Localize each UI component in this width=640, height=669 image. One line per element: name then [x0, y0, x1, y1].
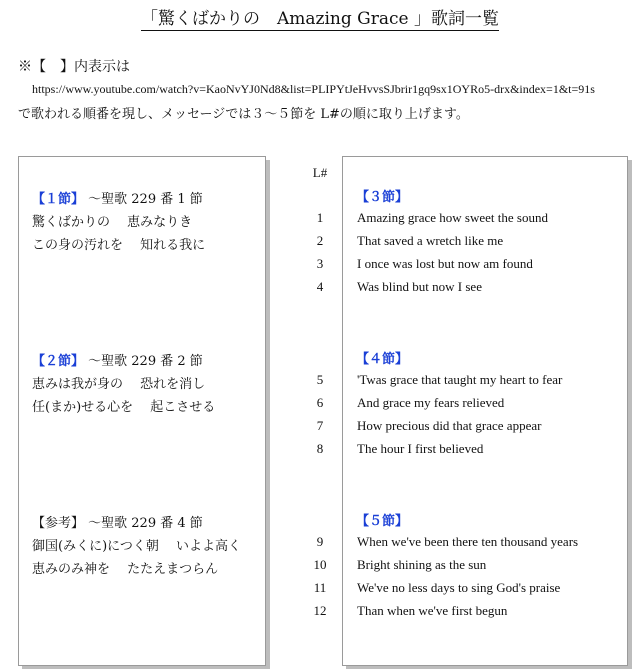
- section-label: 【参考】: [32, 516, 85, 531]
- lyric-line: That saved a wretch like me: [357, 233, 504, 248]
- page-title: [0, 4, 640, 29]
- section-heading: [32, 188, 203, 207]
- section-heading: [32, 350, 203, 369]
- section-source: ～聖歌 229 番 2 節: [88, 354, 203, 369]
- line-number: 3: [316, 256, 324, 271]
- line-number: 11: [313, 580, 327, 595]
- lyric-line: When we've been there ten thousand years: [357, 534, 579, 549]
- section-label: 【１節】: [32, 192, 85, 207]
- lyric-line: 驚くばかりの 恵みなりき: [32, 215, 193, 230]
- lyric-line: The hour I first believed: [357, 441, 484, 456]
- lyric-line: 御国(みくに)につく朝 いよよ高く: [32, 539, 242, 554]
- line-number: 4: [316, 279, 324, 294]
- lyric-line: We've no less days to sing God's praise: [357, 580, 561, 595]
- line-number: 1: [316, 210, 324, 225]
- lyric-line: 恵みのみ神を たたえまつらん: [32, 562, 219, 577]
- line-number: 10: [313, 557, 327, 572]
- line-number: 9: [316, 534, 324, 549]
- note-mark: ※【 】内表示は: [18, 59, 130, 75]
- lyric-line: Was blind but now I see: [357, 279, 482, 294]
- section-label: 【３節】: [356, 190, 409, 205]
- section-source: ～聖歌 229 番 1 節: [88, 192, 203, 207]
- lyric-line: 'Twas grace that taught my heart to fear: [357, 372, 563, 387]
- line-number: 6: [316, 395, 324, 410]
- description: で歌われる順番を現し、メッセージでは３～５節を L#の順に取り上げます。: [18, 107, 469, 122]
- lyric-line: Bright shining as the sun: [357, 557, 487, 572]
- section-label: 【５節】: [356, 514, 409, 529]
- line-number: 8: [316, 441, 324, 456]
- line-number: 5: [316, 372, 324, 387]
- section-heading: [32, 512, 203, 531]
- line-number-header: L#: [312, 165, 328, 180]
- lyric-line: 任(まか)せる心を 起こさせる: [32, 400, 216, 415]
- lyric-line: And grace my fears relieved: [357, 395, 505, 410]
- lyric-line: I once was lost but now am found: [357, 256, 533, 271]
- lyric-line: この身の汚れを 知れる我に: [32, 238, 206, 253]
- lyric-line: Amazing grace how sweet the sound: [357, 210, 548, 225]
- section-label: 【２節】: [32, 354, 85, 369]
- line-number: 2: [316, 233, 324, 248]
- lyric-line: How precious did that grace appear: [357, 418, 542, 433]
- lyric-line: Than when we've first begun: [357, 603, 508, 618]
- youtube-url[interactable]: https://www.youtube.com/watch?v=KaoNvYJ0Nd8&list=PLIPYtJeHvvsSJbrir1gq9sx1OYRo5-drx&index=1&t=91s: [32, 82, 595, 96]
- lyric-line: 恵みは我が身の 恐れを消し: [32, 377, 206, 392]
- line-number: 7: [316, 418, 324, 433]
- section-source: ～聖歌 229 番 4 節: [88, 516, 203, 531]
- line-number: 12: [313, 603, 327, 618]
- section-label: 【４節】: [356, 352, 409, 367]
- title-text: 「驚くばかりの Amazing Grace 」歌詞一覧: [141, 9, 499, 29]
